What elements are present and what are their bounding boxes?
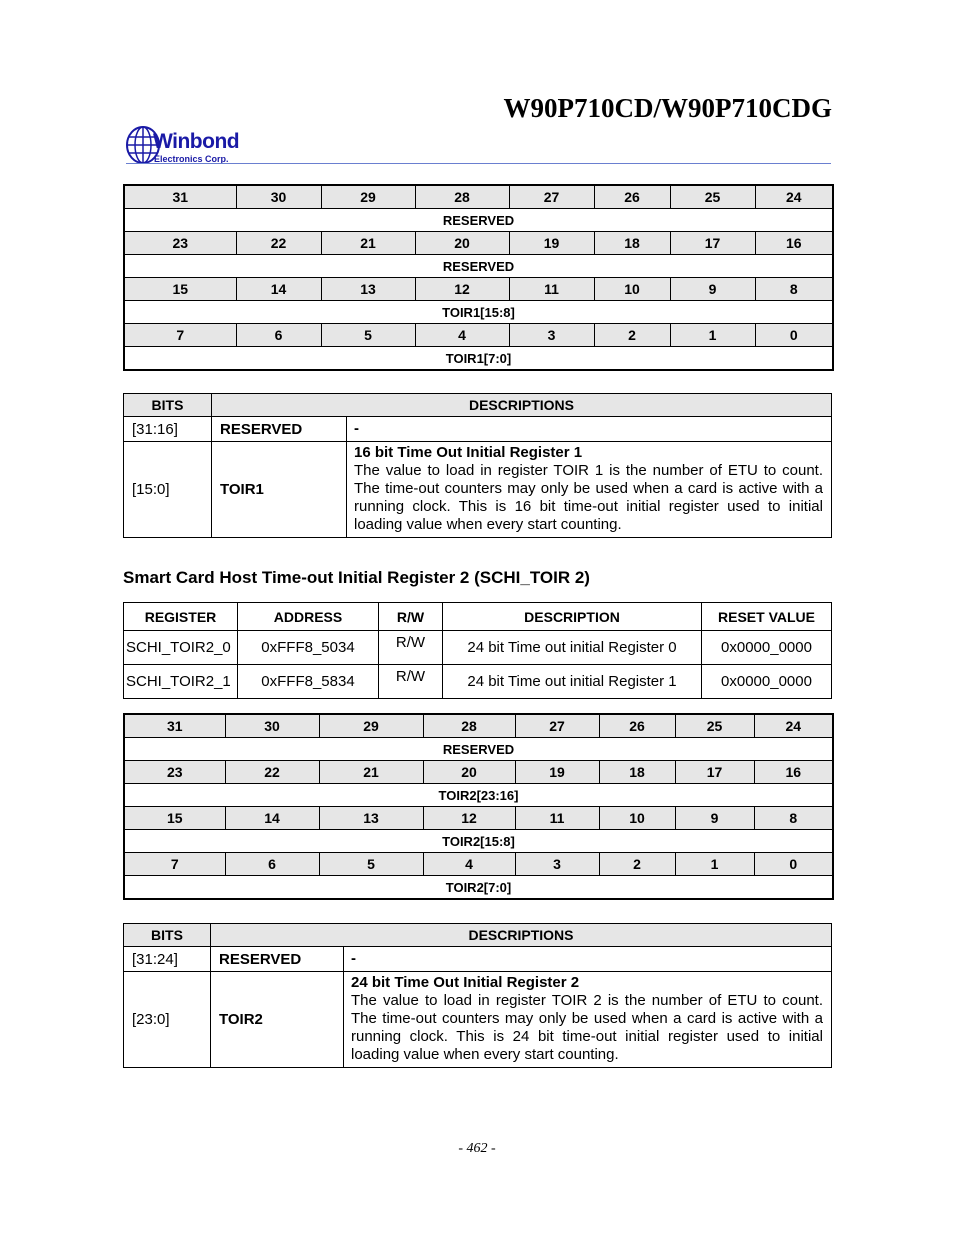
table-header-row (124, 394, 832, 417)
field-description: The value to load in register TOIR 1 is the number of ETU to count. The time-out counters may only be used when a card is active with a running clock. This is 16 bit time-out initial register used to initial loading value when every start counting. (354, 462, 823, 533)
bit-field-row (124, 830, 833, 853)
field-description: - (344, 947, 832, 972)
bit-number: 8 (755, 278, 833, 301)
bit-number: 2 (594, 324, 670, 347)
bit-field-label: TOIR1[7:0] (124, 347, 833, 371)
field-name: TOIR2 (211, 972, 344, 1068)
field-description-cell (344, 972, 832, 1068)
bit-number: 21 (321, 232, 415, 255)
bit-range: [31:24] (124, 947, 211, 972)
register-name: SCHI_TOIR2_0 (124, 631, 238, 665)
column-header: R/W (379, 603, 443, 631)
winbond-logo (126, 125, 256, 167)
descriptions-header: DESCRIPTIONS (211, 924, 832, 947)
bit-field-label: RESERVED (124, 209, 833, 232)
bit-number: 19 (509, 232, 594, 255)
logo-subtitle: Electronics Corp. (154, 154, 229, 164)
bit-number: 30 (225, 714, 319, 738)
bit-number: 1 (670, 324, 755, 347)
bit-number-row (124, 807, 833, 830)
bit-field-label: RESERVED (124, 255, 833, 278)
column-header: DESCRIPTION (443, 603, 702, 631)
field-name: TOIR1 (212, 442, 347, 538)
bit-number-row (124, 714, 833, 738)
toir1-bit-map (123, 184, 834, 371)
bit-range: [31:16] (124, 417, 212, 442)
bit-number: 6 (225, 853, 319, 876)
bit-number: 17 (670, 232, 755, 255)
bit-number: 26 (599, 714, 675, 738)
bit-number: 28 (415, 185, 509, 209)
register-name: SCHI_TOIR2_1 (124, 665, 238, 699)
table-row (124, 631, 832, 665)
bit-field-label: TOIR2[7:0] (124, 876, 833, 900)
bit-field-row (124, 876, 833, 900)
bit-number: 27 (515, 714, 599, 738)
column-header: ADDRESS (238, 603, 379, 631)
bit-range: [23:0] (124, 972, 211, 1068)
toir2-description-table (123, 923, 832, 1068)
bit-number: 12 (415, 278, 509, 301)
bit-field-row (124, 255, 833, 278)
bit-number: 22 (225, 761, 319, 784)
bit-number: 19 (515, 761, 599, 784)
bit-number: 4 (423, 853, 515, 876)
field-description: - (347, 417, 832, 442)
bit-number: 9 (670, 278, 755, 301)
table-row (124, 972, 832, 1068)
bit-number: 13 (321, 278, 415, 301)
bit-number: 1 (675, 853, 754, 876)
bit-field-label: TOIR2[15:8] (124, 830, 833, 853)
descriptions-header: DESCRIPTIONS (212, 394, 832, 417)
bit-field-row (124, 301, 833, 324)
bit-number: 22 (236, 232, 321, 255)
bit-number: 26 (594, 185, 670, 209)
table-row (124, 442, 832, 538)
toir1-description-table (123, 393, 832, 538)
bit-number: 24 (754, 714, 833, 738)
toir2-bit-map (123, 713, 834, 900)
bit-number: 0 (755, 324, 833, 347)
table-row (124, 947, 832, 972)
register-description: 24 bit Time out initial Register 0 (443, 631, 702, 665)
header-rule (126, 163, 831, 164)
section-heading: Smart Card Host Time-out Initial Register 2 (SCHI_TOIR 2) (123, 568, 590, 587)
bit-number-row (124, 278, 833, 301)
bit-number: 20 (415, 232, 509, 255)
bit-number: 11 (509, 278, 594, 301)
bit-field-row (124, 784, 833, 807)
bit-number: 18 (599, 761, 675, 784)
bit-number: 8 (754, 807, 833, 830)
bit-number: 12 (423, 807, 515, 830)
document-title: W90P710CD/W90P710CDG (503, 93, 832, 123)
bit-number: 5 (321, 324, 415, 347)
bit-number: 23 (124, 761, 225, 784)
bit-number: 17 (675, 761, 754, 784)
bit-number-row (124, 761, 833, 784)
bit-number: 15 (124, 807, 225, 830)
register-reset-value: 0x0000_0000 (702, 665, 832, 699)
register-access: R/W (379, 631, 443, 665)
bit-number-row (124, 853, 833, 876)
bit-number: 2 (599, 853, 675, 876)
table-row (124, 665, 832, 699)
table-row (124, 417, 832, 442)
bit-number: 21 (319, 761, 423, 784)
bit-field-label: RESERVED (124, 738, 833, 761)
page-number: - 462 - (458, 1141, 496, 1156)
bit-number: 10 (599, 807, 675, 830)
bit-number: 13 (319, 807, 423, 830)
bit-number: 25 (670, 185, 755, 209)
bit-number: 31 (124, 714, 225, 738)
column-header: REGISTER (124, 603, 238, 631)
bit-number-row (124, 324, 833, 347)
bit-field-label: TOIR2[23:16] (124, 784, 833, 807)
bit-number: 16 (755, 232, 833, 255)
register-address: 0xFFF8_5834 (238, 665, 379, 699)
bit-number: 11 (515, 807, 599, 830)
bit-number: 5 (319, 853, 423, 876)
bit-number: 4 (415, 324, 509, 347)
bit-number: 10 (594, 278, 670, 301)
bit-field-row (124, 738, 833, 761)
bit-number: 29 (321, 185, 415, 209)
bit-number: 14 (225, 807, 319, 830)
bits-header: BITS (124, 394, 212, 417)
table-header-row (124, 603, 832, 631)
column-header: RESET VALUE (702, 603, 832, 631)
bit-number: 9 (675, 807, 754, 830)
bit-number-row (124, 185, 833, 209)
bit-number: 27 (509, 185, 594, 209)
logo-wordmark: Winbond (153, 130, 240, 153)
register-table (123, 602, 832, 699)
bit-number: 30 (236, 185, 321, 209)
bit-field-label: TOIR1[15:8] (124, 301, 833, 324)
bit-number: 15 (124, 278, 236, 301)
bit-field-row (124, 347, 833, 371)
bit-range: [15:0] (124, 442, 212, 538)
field-description-title: 16 bit Time Out Initial Register 1 (354, 444, 583, 461)
bit-number: 25 (675, 714, 754, 738)
bit-number: 23 (124, 232, 236, 255)
bit-number: 6 (236, 324, 321, 347)
register-access: R/W (379, 665, 443, 699)
bit-number: 29 (319, 714, 423, 738)
bit-number: 14 (236, 278, 321, 301)
bit-number: 7 (124, 853, 225, 876)
bit-number: 3 (509, 324, 594, 347)
bit-field-row (124, 209, 833, 232)
register-description: 24 bit Time out initial Register 1 (443, 665, 702, 699)
register-reset-value: 0x0000_0000 (702, 631, 832, 665)
bit-number: 16 (754, 761, 833, 784)
bit-number: 24 (755, 185, 833, 209)
table-header-row (124, 924, 832, 947)
bits-header: BITS (124, 924, 211, 947)
bit-number: 0 (754, 853, 833, 876)
bit-number: 31 (124, 185, 236, 209)
register-address: 0xFFF8_5034 (238, 631, 379, 665)
field-name: RESERVED (211, 947, 344, 972)
bit-number: 7 (124, 324, 236, 347)
bit-number-row (124, 232, 833, 255)
bit-number: 28 (423, 714, 515, 738)
bit-number: 20 (423, 761, 515, 784)
field-description-cell (347, 442, 832, 538)
field-description-title: 24 bit Time Out Initial Register 2 (351, 974, 580, 991)
bit-number: 3 (515, 853, 599, 876)
bit-number: 18 (594, 232, 670, 255)
field-description: The value to load in register TOIR 2 is the number of ETU to count. The time-out counters may only be used when a card is active with a running clock. This is 24 bit time-out initial register used to initial loading value when every start counting. (351, 992, 823, 1063)
field-name: RESERVED (212, 417, 347, 442)
